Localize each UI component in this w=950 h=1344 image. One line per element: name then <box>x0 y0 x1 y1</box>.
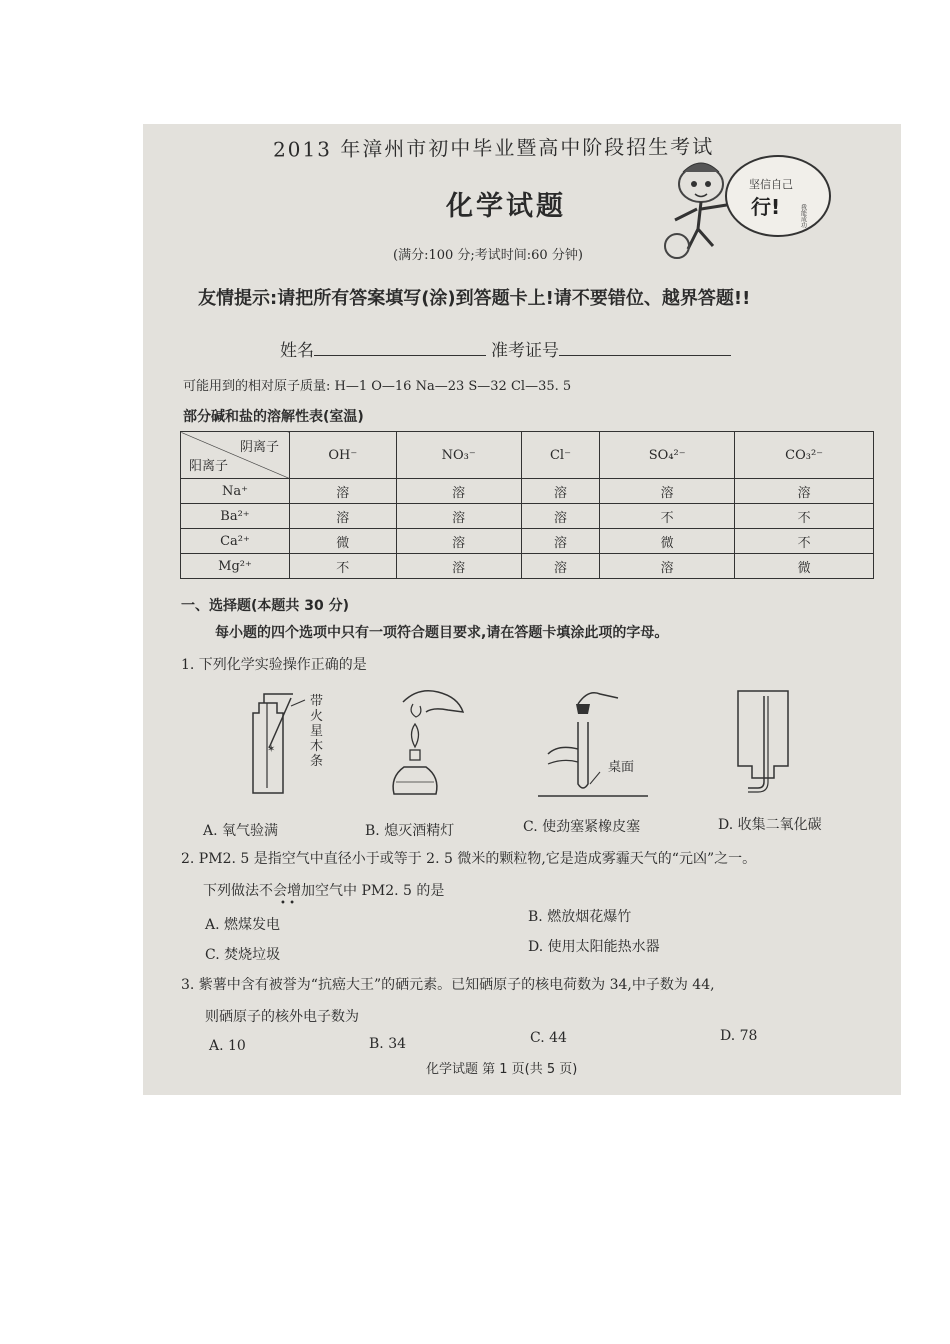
solubility-cell: 溶 <box>396 479 521 504</box>
anion-cell: CO₃²⁻ <box>735 432 874 479</box>
anion-header: 阴离子 <box>239 440 279 455</box>
section-title: 一、选择题(本题共 30 分) <box>181 598 350 614</box>
diagonal-header-cell <box>181 432 290 479</box>
solubility-cell: 微 <box>600 529 735 554</box>
solubility-cell: 溶 <box>396 554 521 579</box>
solubility-cell: 溶 <box>521 504 599 529</box>
question-3-stem-line1: 3. 紫薯中含有被誉为“抗癌大王”的硒元素。已知硒原子的核电荷数为 34,中子数为 44, <box>181 977 715 993</box>
mascot-text-3: 我能成功 <box>799 204 807 228</box>
id-label: 准考证号 <box>491 341 559 361</box>
exam-title: 2013 年漳州市初中毕业暨高中阶段招生考试 <box>272 134 715 162</box>
solubility-cell: 微 <box>290 529 397 554</box>
solubility-cell: 不 <box>290 554 397 579</box>
q2-option-b: B. 燃放烟花爆竹 <box>528 909 632 925</box>
figure-a-label: 带火星木条 <box>310 694 324 769</box>
q3-option-d: D. 78 <box>720 1028 758 1044</box>
figure-c-stopper <box>538 684 678 808</box>
q2-option-c: C. 焚烧垃圾 <box>205 947 281 963</box>
solubility-cell: 溶 <box>735 479 874 504</box>
mascot-illustration <box>653 154 833 268</box>
anion-cell: NO₃⁻ <box>396 432 521 479</box>
cation-cell: Mg²⁺ <box>181 554 290 579</box>
q1-option-c: C. 使劲塞紧橡皮塞 <box>523 819 641 835</box>
q1-option-a: A. 氧气验满 <box>203 823 279 839</box>
solubility-cell: 不 <box>735 504 874 529</box>
table-row <box>181 479 874 504</box>
emphasis-dots: • • <box>280 898 295 909</box>
solubility-cell: 溶 <box>521 479 599 504</box>
table-header-row <box>181 432 874 479</box>
anion-cell: SO₄²⁻ <box>600 432 735 479</box>
solubility-cell: 不 <box>600 504 735 529</box>
solubility-cell: 溶 <box>521 529 599 554</box>
solubility-cell: 溶 <box>290 504 397 529</box>
friendly-tip: 友情提示:请把所有答案填写(涂)到答题卡上!请不要错位、越界答题!! <box>198 288 751 309</box>
question-2-stem-line1: 2. PM2. 5 是指空气中直径小于或等于 2. 5 微米的颗粒物,它是造成雾霾天气的“元凶”之一。 <box>181 851 757 867</box>
exam-page <box>143 124 901 1095</box>
solubility-cell: 溶 <box>521 554 599 579</box>
figure-c-label: 桌面 <box>608 760 635 775</box>
question-3-stem-line2: 则硒原子的核外电子数为 <box>205 1009 359 1025</box>
q2-option-d: D. 使用太阳能热水器 <box>528 939 660 955</box>
svg-text:✶: ✶ <box>267 744 276 755</box>
mascot-text-2: 行! <box>751 195 781 219</box>
solubility-cell: 溶 <box>600 554 735 579</box>
figure-d-co2-collection <box>728 686 808 810</box>
cation-cell: Na⁺ <box>181 479 290 504</box>
anion-cell: OH⁻ <box>290 432 397 479</box>
solubility-table-title: 部分碱和盐的溶解性表(室温) <box>183 409 364 425</box>
q3-option-c: C. 44 <box>530 1030 567 1046</box>
solubility-table <box>180 431 874 579</box>
q1-option-d: D. 收集二氧化碳 <box>718 817 822 833</box>
question-2-stem-line2: 下列做法不会增加空气中 PM2. 5 的是 <box>203 883 445 899</box>
cation-cell: Ba²⁺ <box>181 504 290 529</box>
cation-cell: Ca²⁺ <box>181 529 290 554</box>
page-footer: 化学试题 第 1 页(共 5 页) <box>426 1062 578 1077</box>
solubility-cell: 微 <box>735 554 874 579</box>
id-field <box>491 336 731 361</box>
mascot-text-1: 坚信自己 <box>749 178 793 191</box>
cation-header: 阳离子 <box>189 459 229 474</box>
name-field <box>280 336 486 361</box>
q3-option-b: B. 34 <box>369 1036 407 1052</box>
anion-cell: Cl⁻ <box>521 432 599 479</box>
id-blank <box>559 341 731 356</box>
solubility-cell: 溶 <box>290 479 397 504</box>
subject-title: 化学试题 <box>446 191 566 222</box>
solubility-cell: 溶 <box>396 529 521 554</box>
solubility-cell: 溶 <box>600 479 735 504</box>
section-instruction: 每小题的四个选项中只有一项符合题目要求,请在答题卡填涂此项的字母。 <box>215 625 669 641</box>
solubility-cell: 不 <box>735 529 874 554</box>
table-row <box>181 504 874 529</box>
q3-option-a: A. 10 <box>209 1038 246 1054</box>
q2-option-a: A. 燃煤发电 <box>205 917 281 933</box>
table-row <box>181 554 874 579</box>
name-label: 姓名 <box>280 341 314 361</box>
table-row <box>181 529 874 554</box>
atomic-masses: 可能用到的相对原子质量: H—1 O—16 Na—23 S—32 Cl—35. 5 <box>183 379 572 394</box>
question-1-stem: 1. 下列化学实验操作正确的是 <box>181 657 367 673</box>
solubility-cell: 溶 <box>396 504 521 529</box>
q1-option-b: B. 熄灭酒精灯 <box>365 823 455 839</box>
name-blank <box>314 341 486 356</box>
figure-b-alcohol-lamp <box>388 682 478 816</box>
exam-info: (满分:100 分;考试时间:60 分钟) <box>393 248 583 263</box>
